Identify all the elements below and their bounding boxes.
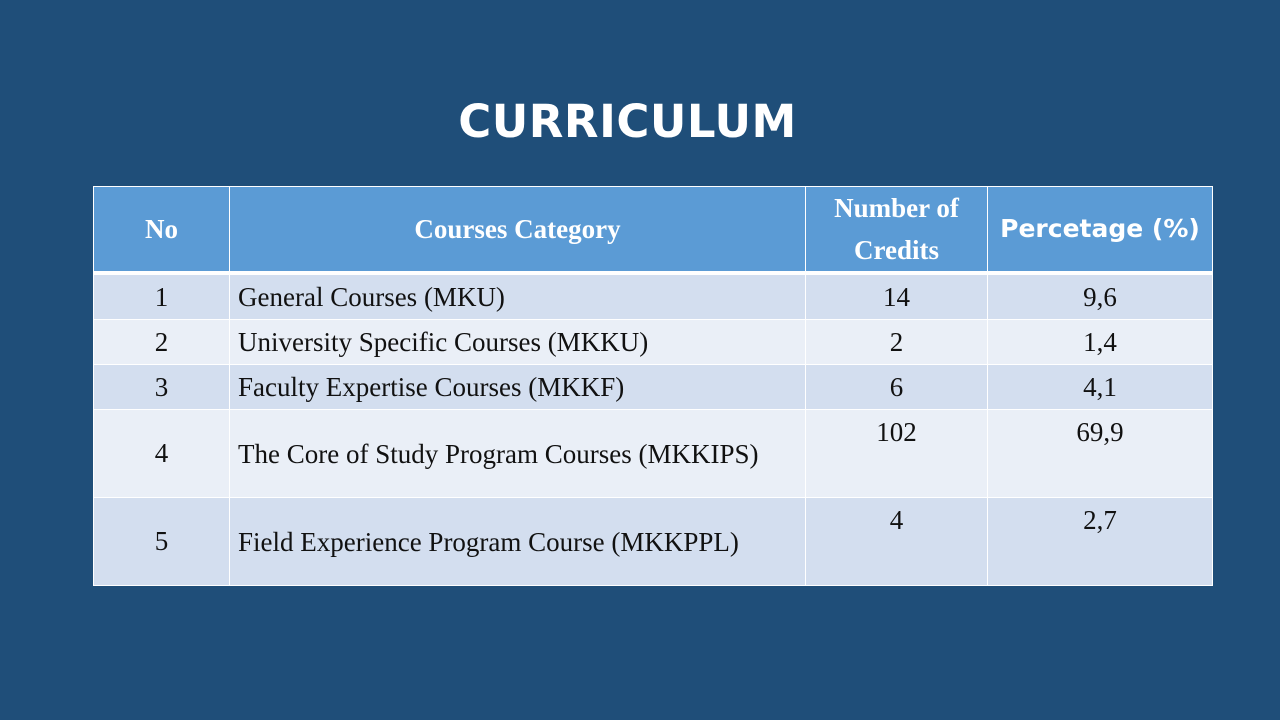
curriculum-table: [93, 186, 1213, 586]
row-credits: 6: [806, 365, 988, 410]
table-row: [94, 410, 1213, 498]
table-row: [94, 320, 1213, 365]
row-credits: 4: [806, 498, 988, 586]
row-number: 1: [94, 273, 230, 320]
row-category: General Courses (MKU): [230, 273, 806, 320]
row-number: 4: [94, 410, 230, 498]
slide-title: CURRICULUM: [458, 95, 797, 148]
row-category: The Core of Study Program Courses (MKKIPS): [230, 410, 806, 498]
header-number-of-credits: Number of Credits: [806, 187, 988, 274]
row-category: University Specific Courses (MKKU): [230, 320, 806, 365]
row-percentage: 9,6: [988, 273, 1213, 320]
row-number: 5: [94, 498, 230, 586]
header-no: No: [94, 187, 230, 274]
row-number: 2: [94, 320, 230, 365]
header-courses-category: Courses Category: [230, 187, 806, 274]
row-percentage: 69,9: [988, 410, 1213, 498]
table-header-row: [94, 187, 1213, 274]
table-row: [94, 273, 1213, 320]
header-percentage: Percetage (%): [988, 187, 1213, 274]
row-credits: 14: [806, 273, 988, 320]
row-category: Field Experience Program Course (MKKPPL): [230, 498, 806, 586]
row-percentage: 4,1: [988, 365, 1213, 410]
row-credits: 102: [806, 410, 988, 498]
row-credits: 2: [806, 320, 988, 365]
row-percentage: 2,7: [988, 498, 1213, 586]
table-row: [94, 498, 1213, 586]
row-category: Faculty Expertise Courses (MKKF): [230, 365, 806, 410]
row-number: 3: [94, 365, 230, 410]
table-row: [94, 365, 1213, 410]
row-percentage: 1,4: [988, 320, 1213, 365]
